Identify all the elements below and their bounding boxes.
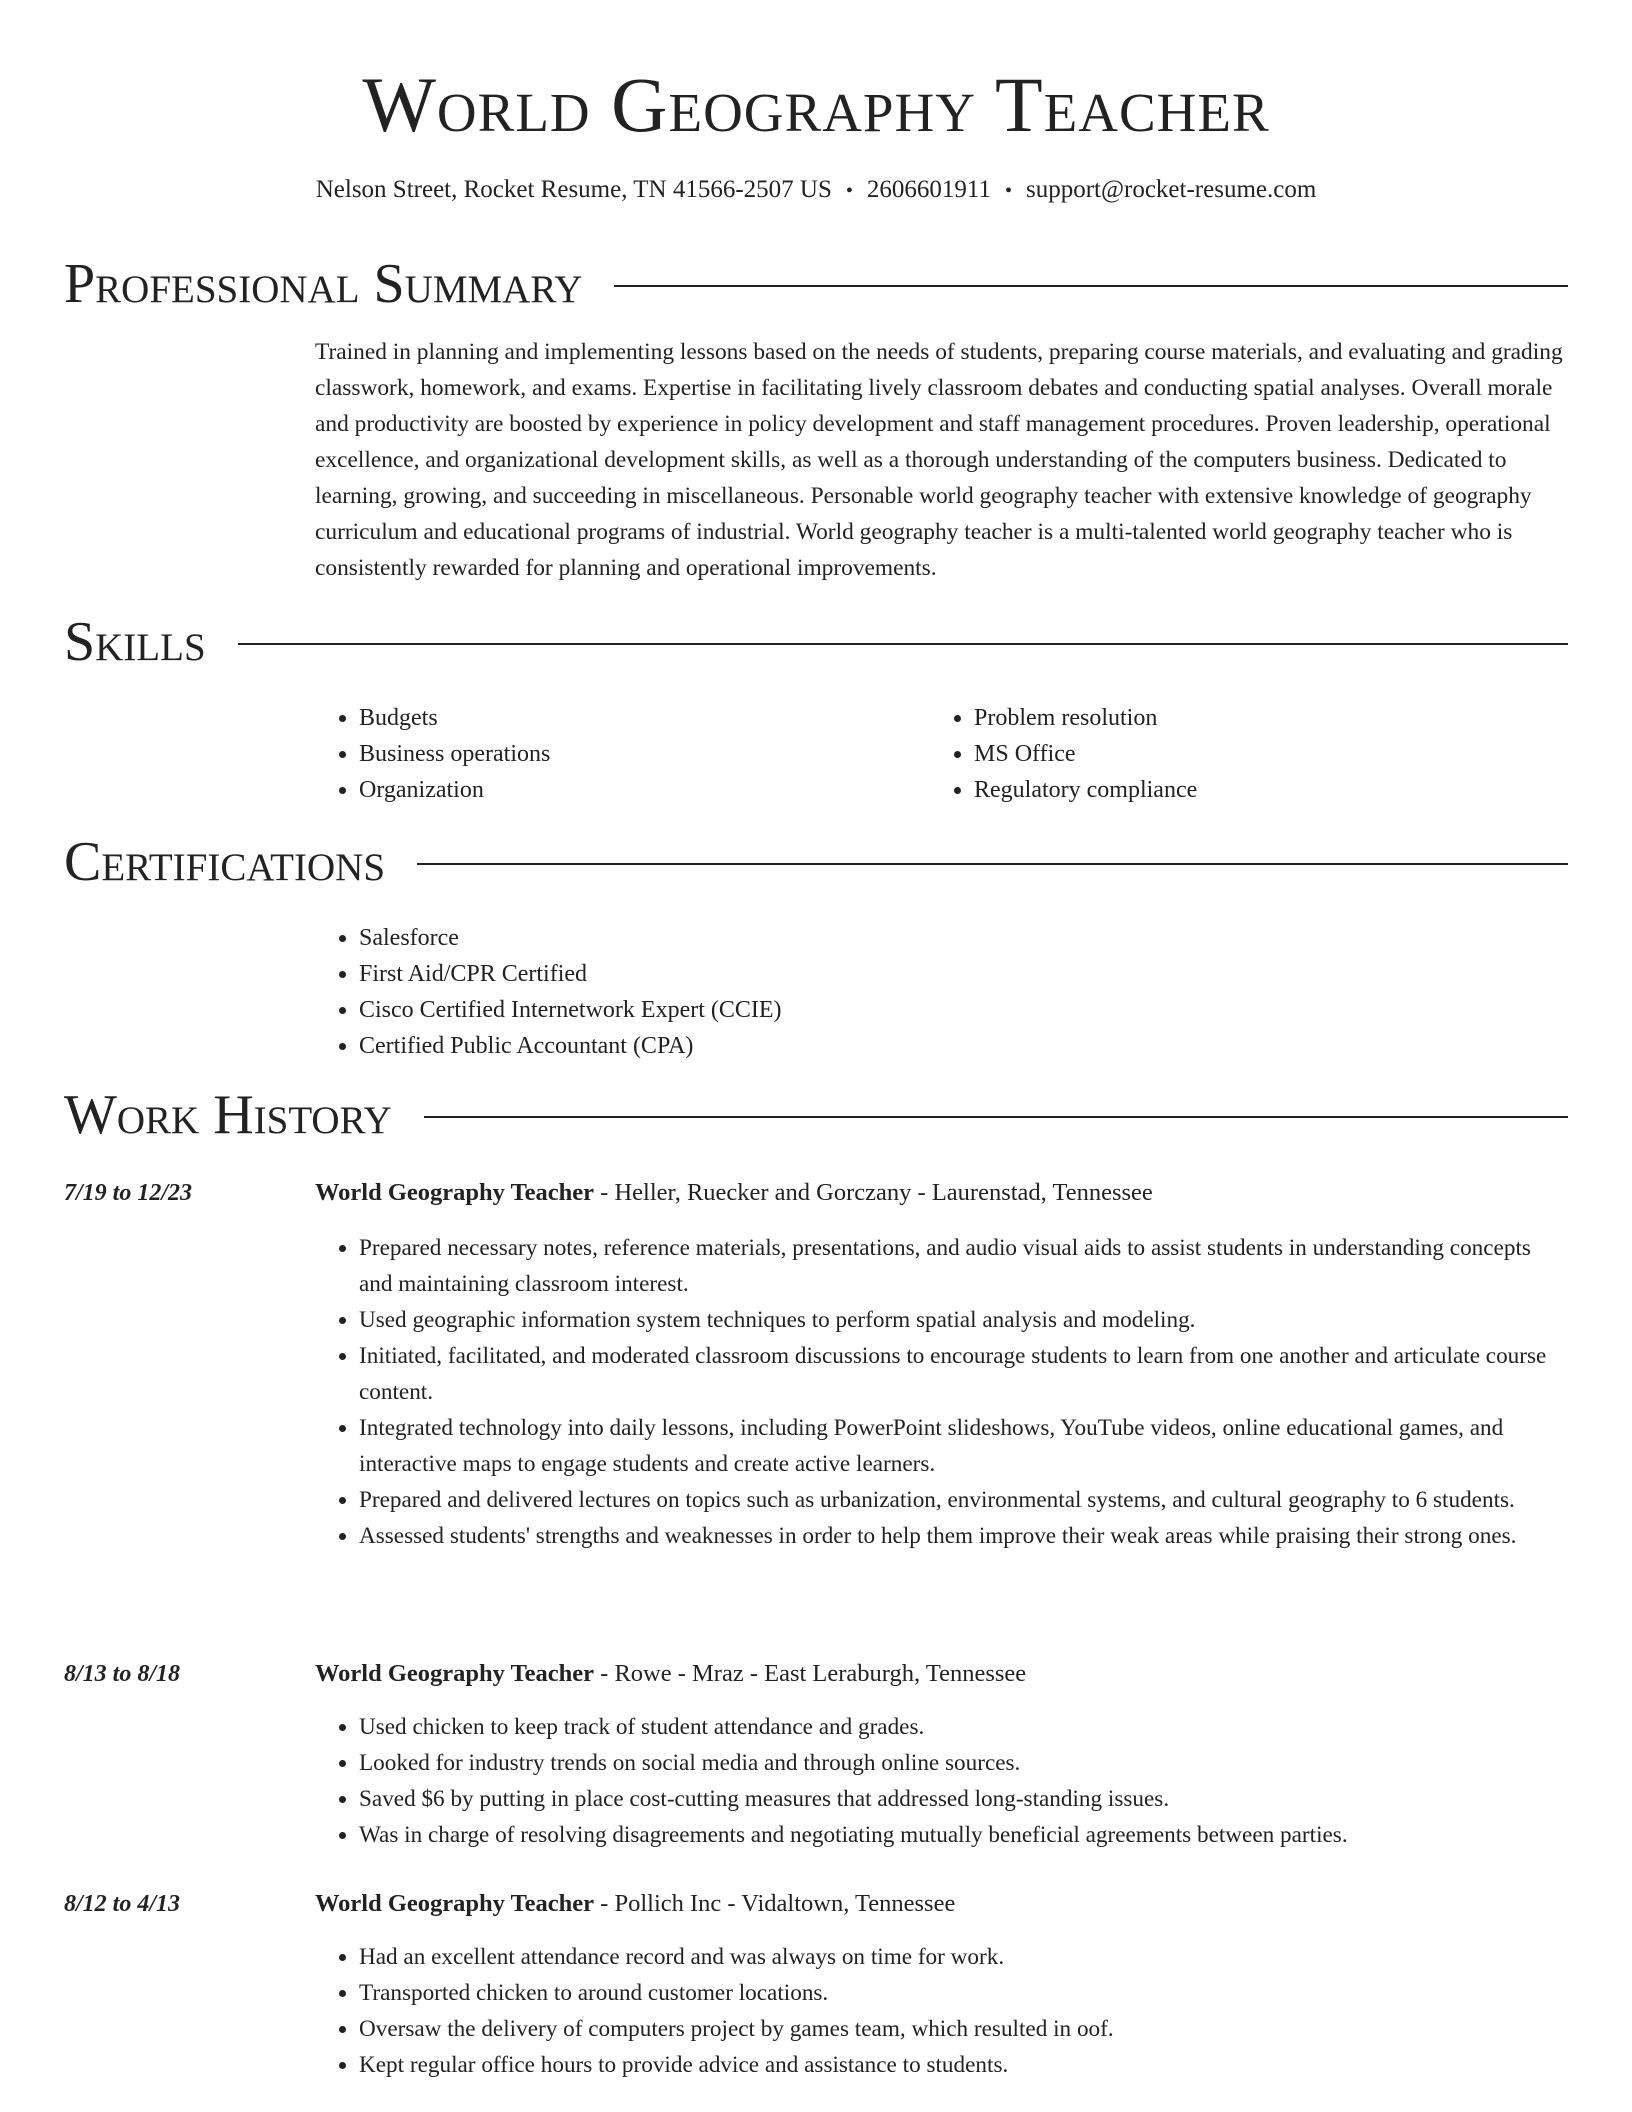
job-dates: 8/12 to 4/13 [64, 1891, 181, 1917]
job-bullet: • Oversaw the delivery of computers project by games team, which resulted in oof. [359, 2011, 1568, 2047]
section-title-summary: Professional Summary [64, 253, 583, 315]
certification-item: • Certified Public Accountant (CPA) [359, 1028, 1559, 1064]
job-bullet: • Used chicken to keep track of student attendance and grades. [359, 1709, 1568, 1745]
job-bullet: • Integrated technology into daily lessons, including PowerPoint slideshows, YouTube videos, online educational games, and interactive maps to engage students and create active learners. [359, 1410, 1568, 1482]
section-divider [417, 863, 1568, 865]
section-header-summary [64, 252, 1568, 316]
certification-item: • Cisco Certified Internetwork Expert (CCIE) [359, 992, 1559, 1028]
job-bullet: • Prepared necessary notes, reference materials, presentations, and audio visual aids to assist students in understanding concepts and maintaining classroom interest. [359, 1230, 1568, 1302]
job-bullet: • Used geographic information system techniques to perform spatial analysis and modeling. [359, 1302, 1568, 1338]
job-heading [315, 1175, 1153, 1211]
job-title: World Geography Teacher [315, 1660, 595, 1687]
contact-address: Nelson Street, Rocket Resume, TN 41566-2507 US [315, 176, 832, 203]
contact-separator: • [1004, 180, 1012, 202]
contact-line [64, 172, 1568, 209]
skills-list-left [315, 700, 929, 808]
job-employer-location: - Pollich Inc - Vidaltown, Tennessee [594, 1890, 956, 1917]
section-header-skills [64, 610, 1568, 674]
certifications-list [315, 920, 1559, 1064]
job-dates: 8/13 to 8/18 [64, 1661, 181, 1687]
job-title: World Geography Teacher [315, 1179, 595, 1206]
section-divider [614, 285, 1568, 287]
job-bullets [315, 1709, 1568, 1853]
skill-item: • Budgets [359, 700, 929, 736]
job-bullet: • Had an excellent attendance record and was always on time for work. [359, 1939, 1568, 1975]
skill-item: • Business operations [359, 736, 929, 772]
job-bullet: • Was in charge of resolving disagreements and negotiating mutually beneficial agreements between parties. [359, 1817, 1568, 1853]
skill-item: • Problem resolution [974, 700, 1574, 736]
job-heading [315, 1886, 955, 1922]
contact-separator: • [845, 180, 853, 202]
job-bullet: • Prepared and delivered lectures on topics such as urbanization, environmental systems, and cultural geography to 6 students. [359, 1482, 1568, 1518]
section-title-work-history: Work History [64, 1084, 392, 1146]
section-divider [238, 643, 1568, 645]
job-dates: 7/19 to 12/23 [64, 1180, 193, 1206]
skill-item: • MS Office [974, 736, 1574, 772]
job-title: World Geography Teacher [315, 1890, 595, 1917]
certification-item: • First Aid/CPR Certified [359, 956, 1559, 992]
contact-email[interactable]: support@rocket-resume.com [1025, 176, 1317, 203]
job-bullet: • Looked for industry trends on social media and through online sources. [359, 1745, 1568, 1781]
job-bullet: • Transported chicken to around customer locations. [359, 1975, 1568, 2011]
section-header-work-history [64, 1083, 1568, 1147]
summary-text: Trained in planning and implementing lessons based on the needs of students, preparing course materials, and evaluating and grading classwork, homework, and exams. Expertise in facilitating lively classroom debates and conducting spatial analyses. Overall morale and productivity are boosted by experience in policy development and staff management procedures. Proven leadership, operational excellence, and organizational development skills, as well as a thorough understanding of the computers business. Dedicated to learning, growing, and succeeding in miscellaneous. Personable world geography teacher with extensive knowledge of geography curriculum and educational programs of industrial. World geography teacher is a multi-talented world geography teacher who is consistently rewarded for planning and operational improvements. [315, 339, 1563, 581]
skill-item: • Organization [359, 772, 929, 808]
job-bullet: • Assessed students' strengths and weaknesses in order to help them improve their weak areas while praising their strong ones. [359, 1518, 1568, 1554]
section-title-skills: Skills [64, 611, 206, 673]
job-bullets [315, 1939, 1568, 2083]
section-title-certifications: Certifications [64, 831, 386, 893]
resume-title: World Geography Teacher [362, 61, 1270, 148]
section-header-certifications [64, 830, 1568, 894]
skill-item: • Regulatory compliance [974, 772, 1574, 808]
skills-list-right [930, 700, 1574, 808]
job-employer-location: - Heller, Ruecker and Gorczany - Laurenstad, Tennessee [594, 1179, 1153, 1206]
job-heading [315, 1656, 1026, 1692]
contact-phone: 2606601911 [866, 176, 991, 203]
job-employer-location: - Rowe - Mraz - East Leraburgh, Tennessee [594, 1660, 1027, 1687]
job-bullet: • Initiated, facilitated, and moderated classroom discussions to encourage students to learn from one another and articulate course content. [359, 1338, 1568, 1410]
job-bullet: • Kept regular office hours to provide advice and assistance to students. [359, 2047, 1568, 2083]
job-bullets [315, 1230, 1568, 1554]
job-bullet: • Saved $6 by putting in place cost-cutting measures that addressed long-standing issues. [359, 1781, 1568, 1817]
section-divider [424, 1116, 1568, 1118]
certification-item: • Salesforce [359, 920, 1559, 956]
